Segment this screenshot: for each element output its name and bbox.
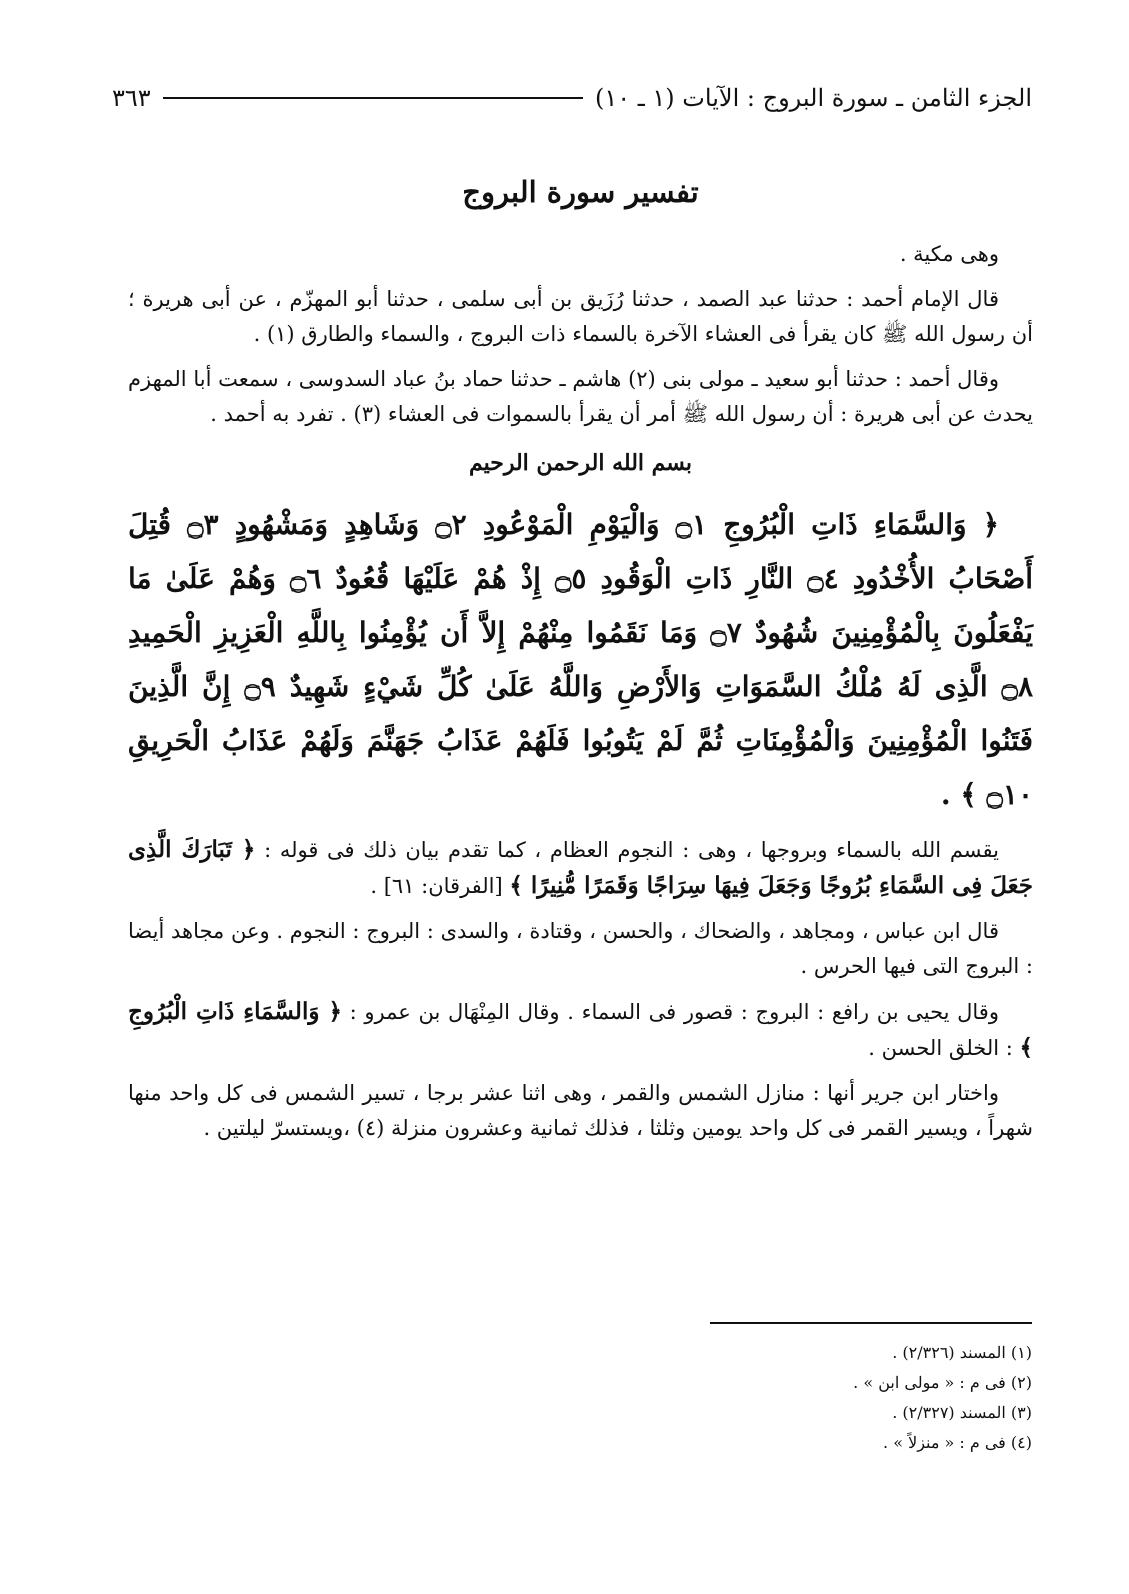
footnote-rule [710, 1322, 1032, 1324]
footnotes [710, 1322, 1032, 1458]
quran-quote: ﴿ وَالسَّمَاءِ ذَاتِ الْبُرُوجِ ﴾ [128, 998, 1033, 1061]
footnote-item: (٣) المسند (٢/٣٢٧) . [892, 1403, 1032, 1422]
surah-title: تفسير سورة البروج [462, 175, 699, 209]
commentary-text: وقال يحيى بن رافع : البروج : قصور فى السماء . وقال المِنْهَال بن عمرو : [341, 1000, 999, 1024]
quran-quote: ﴿ تَبَارَكَ الَّذِى جَعَلَ فِى السَّمَاءِ بُرُوجًا وَجَعَلَ فِيهَا سِرَاجًا وَقَمَرًا مُّنِيرًا ﴾ [128, 836, 1033, 899]
footnote-item: (٤) فى م : « منزلاً » . [883, 1433, 1032, 1452]
header-rule [163, 97, 583, 99]
commentary-paragraph-1 [128, 832, 1033, 904]
page-body [128, 175, 1033, 1146]
quran-reference: [الفرقان: ٦١] . [370, 874, 510, 898]
footnote-item: (١) المسند (٢/٣٢٦) . [892, 1343, 1032, 1362]
commentary-text: يقسم الله بالسماء وبروجها ، وهى : النجوم العظام ، كما تقدم بيان ذلك فى قوله : [255, 838, 999, 862]
paragraph-makkiyya: وهى مكية . [899, 242, 999, 266]
commentary-text: : الخلق الحسن . [868, 1036, 1020, 1060]
running-header [112, 76, 1032, 120]
paragraph-hadith-2: وقال أحمد : حدثنا أبو سعيد ـ مولى بنى (٢) هاشم ـ حدثنا حماد بنُ عباد السدوسى ، سمعت أبا المهزم يحدث عن أبى هريرة : أن رسول الله ﷺ أمر أن يقرأ بالسموات فى العشاء (٣) . تفرد به أحمد . [128, 367, 1033, 426]
footnote-item: (٢) فى م : « مولى ابن » . [853, 1373, 1032, 1392]
commentary-paragraph-3 [128, 994, 1033, 1066]
page-number: ٣٦٣ [112, 84, 151, 112]
basmala: بسم الله الرحمن الرحيم [468, 450, 693, 476]
quran-verses: ﴿ وَالسَّمَاءِ ذَاتِ الْبُرُوجِ ۝١ وَالْيَوْمِ الْمَوْعُودِ ۝٢ وَشَاهِدٍ وَمَشْهُودٍ ۝٣ قُتِلَ أَصْحَابُ الأُخْدُودِ ۝٤ النَّارِ ذَاتِ الْوَقُودِ ۝٥ إِذْ هُمْ عَلَيْهَا قُعُودٌ ۝٦ وَهُمْ عَلَىٰ مَا يَفْعَلُونَ بِالْمُؤْمِنِينَ شُهُودٌ ۝٧ وَمَا نَقَمُوا مِنْهُمْ إِلاَّ أَن يُؤْمِنُوا بِاللَّهِ الْعَزِيزِ الْحَمِيدِ ۝٨ الَّذِى لَهُ مُلْكُ السَّمَوَاتِ وَالأَرْضِ وَاللَّهُ عَلَىٰ كُلِّ شَيْءٍ شَهِيدٌ ۝٩ إِنَّ الَّذِينَ فَتَنُوا الْمُؤْمِنِينَ وَالْمُؤْمِنَاتِ ثُمَّ لَمْ يَتُوبُوا فَلَهُمْ عَذَابُ جَهَنَّمَ وَلَهُمْ عَذَابُ الْحَرِيقِ ۝١٠ ﴾ . [128, 508, 1034, 811]
commentary-paragraph-4: واختار ابن جرير أنها : منازل الشمس والقمر ، وهى اثنا عشر برجا ، تسير الشمس فى كل واحد منها شهراً ، ويسير القمر فى كل واحد يومين وثلثا ، فذلك ثمانية وعشرون منزلة (٤) ،ويستسرّ ليلتين . [128, 1081, 1033, 1140]
running-title: الجزء الثامن ـ سورة البروج : الآيات (١ ـ ١٠) [594, 84, 1032, 112]
paragraph-hadith-1: قال الإمام أحمد : حدثنا عبد الصمد ، حدثنا رُزَيق بن أبى سلمى ، حدثنا أبو المهزّم ، عن أبى هريرة ؛ أن رسول الله ﷺ كان يقرأ فى العشاء الآخرة بالسماء ذات البروج ، والسماء والطارق (١) . [128, 287, 1033, 346]
commentary-paragraph-2: قال ابن عباس ، ومجاهد ، والضحاك ، والحسن ، وقتادة ، والسدى : البروج : النجوم . وعن مجاهد أيضا : البروج التى فيها الحرس . [128, 919, 1033, 978]
